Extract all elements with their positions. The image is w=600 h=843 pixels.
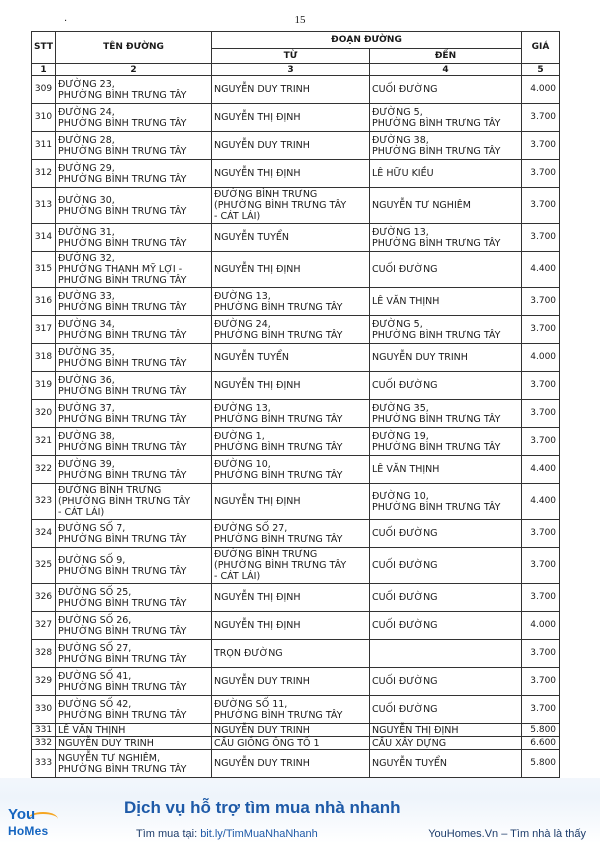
from-cell: NGUYỄN DUY TRINH <box>212 724 370 737</box>
street-name-cell: ĐƯỜNG 30, PHƯỜNG BÌNH TRƯNG TÂY <box>56 188 212 224</box>
to-cell: CUỐI ĐƯỜNG <box>370 696 522 724</box>
from-cell: ĐƯỜNG 13, PHƯỜNG BÌNH TRƯNG TÂY <box>212 288 370 316</box>
table-row <box>32 696 560 724</box>
street-name-cell: ĐƯỜNG 37, PHƯỜNG BÌNH TRƯNG TÂY <box>56 400 212 428</box>
stt-cell: 313 <box>32 188 56 224</box>
price-cell: 5.800 <box>522 724 560 737</box>
price-cell: 3.700 <box>522 224 560 252</box>
index-cell: 5 <box>522 64 560 76</box>
index-cell: 1 <box>32 64 56 76</box>
to-cell: ĐƯỜNG 19, PHƯỜNG BÌNH TRƯNG TÂY <box>370 428 522 456</box>
table-row <box>32 520 560 548</box>
price-cell: 6.600 <box>522 737 560 750</box>
to-cell <box>370 640 522 668</box>
street-name-cell: ĐƯỜNG 36, PHƯỜNG BÌNH TRƯNG TÂY <box>56 372 212 400</box>
index-cell: 3 <box>212 64 370 76</box>
youhomes-logo[interactable] <box>8 808 72 840</box>
stt-cell: 332 <box>32 737 56 750</box>
street-name-cell: ĐƯỜNG 33, PHƯỜNG BÌNH TRƯNG TÂY <box>56 288 212 316</box>
price-cell: 4.000 <box>522 612 560 640</box>
footer-site[interactable]: YouHomes.Vn – Tìm nhà là thấy <box>428 828 586 840</box>
table-row <box>32 188 560 224</box>
to-cell: ĐƯỜNG 38, PHƯỜNG BÌNH TRƯNG TÂY <box>370 132 522 160</box>
table-row <box>32 160 560 188</box>
scan-mark: · <box>64 16 68 27</box>
street-name-cell: ĐƯỜNG 34, PHƯỜNG BÌNH TRƯNG TÂY <box>56 316 212 344</box>
to-cell: LÊ HỮU KIỀU <box>370 160 522 188</box>
street-name-cell: ĐƯỜNG 31, PHƯỜNG BÌNH TRƯNG TÂY <box>56 224 212 252</box>
table-row <box>32 612 560 640</box>
to-cell: CUỐI ĐƯỜNG <box>370 252 522 288</box>
to-cell: ĐƯỜNG 10, PHƯỜNG BÌNH TRƯNG TÂY <box>370 484 522 520</box>
price-cell: 3.700 <box>522 640 560 668</box>
from-cell: NGUYỄN THỊ ĐỊNH <box>212 372 370 400</box>
price-table <box>31 31 560 778</box>
stt-cell: 318 <box>32 344 56 372</box>
to-cell: CUỐI ĐƯỜNG <box>370 668 522 696</box>
from-cell: NGUYỄN THỊ ĐỊNH <box>212 484 370 520</box>
header-tu: TỪ <box>212 49 370 64</box>
to-cell: ĐƯỜNG 5, PHƯỜNG BÌNH TRƯNG TÂY <box>370 104 522 132</box>
price-cell: 4.000 <box>522 344 560 372</box>
stt-cell: 331 <box>32 724 56 737</box>
from-cell: NGUYỄN THỊ ĐỊNH <box>212 584 370 612</box>
price-cell: 3.700 <box>522 548 560 584</box>
from-cell: ĐƯỜNG BÌNH TRƯNG (PHƯỜNG BÌNH TRƯNG TÂY - CÁT LÁI) <box>212 188 370 224</box>
to-cell: LÊ VĂN THỊNH <box>370 456 522 484</box>
from-cell: ĐƯỜNG 13, PHƯỜNG BÌNH TRƯNG TÂY <box>212 400 370 428</box>
stt-cell: 319 <box>32 372 56 400</box>
table-row <box>32 484 560 520</box>
promo-footer <box>0 778 600 843</box>
price-cell: 3.700 <box>522 696 560 724</box>
street-name-cell: ĐƯỜNG SỐ 7, PHƯỜNG BÌNH TRƯNG TÂY <box>56 520 212 548</box>
header-doan-duong: ĐOẠN ĐƯỜNG <box>212 32 522 49</box>
stt-cell: 324 <box>32 520 56 548</box>
header-stt: STT <box>32 32 56 64</box>
from-cell: NGUYỄN DUY TRINH <box>212 668 370 696</box>
table-row <box>32 584 560 612</box>
to-cell: LÊ VĂN THỊNH <box>370 288 522 316</box>
from-cell: ĐƯỜNG 1, PHƯỜNG BÌNH TRƯNG TÂY <box>212 428 370 456</box>
from-cell: NGUYỄN THỊ ĐỊNH <box>212 160 370 188</box>
stt-cell: 312 <box>32 160 56 188</box>
header-den: ĐẾN <box>370 49 522 64</box>
table-row <box>32 456 560 484</box>
from-cell: NGUYỄN DUY TRINH <box>212 750 370 778</box>
stt-cell: 327 <box>32 612 56 640</box>
table-row <box>32 668 560 696</box>
price-cell: 4.400 <box>522 484 560 520</box>
stt-cell: 309 <box>32 76 56 104</box>
search-link[interactable]: bit.ly/TimMuaNhaNhanh <box>200 828 318 840</box>
from-cell: ĐƯỜNG 10, PHƯỜNG BÌNH TRƯNG TÂY <box>212 456 370 484</box>
price-cell: 3.700 <box>522 316 560 344</box>
table-row <box>32 372 560 400</box>
stt-cell: 311 <box>32 132 56 160</box>
stt-cell: 321 <box>32 428 56 456</box>
from-cell: CẦU GIỒNG ÔNG TỐ 1 <box>212 737 370 750</box>
price-cell: 3.700 <box>522 372 560 400</box>
stt-cell: 322 <box>32 456 56 484</box>
street-name-cell: ĐƯỜNG SỐ 25, PHƯỜNG BÌNH TRƯNG TÂY <box>56 584 212 612</box>
from-cell: NGUYỄN DUY TRINH <box>212 132 370 160</box>
stt-cell: 323 <box>32 484 56 520</box>
stt-cell: 333 <box>32 750 56 778</box>
from-cell: NGUYỄN DUY TRINH <box>212 76 370 104</box>
logo-homes-text: HoMes <box>8 824 49 838</box>
table-row <box>32 252 560 288</box>
to-cell: CẦU XÂY DỰNG <box>370 737 522 750</box>
index-cell: 2 <box>56 64 212 76</box>
street-name-cell: ĐƯỜNG SỐ 9, PHƯỜNG BÌNH TRƯNG TÂY <box>56 548 212 584</box>
street-name-cell: LÊ VĂN THỊNH <box>56 724 212 737</box>
table-row <box>32 548 560 584</box>
table-row <box>32 76 560 104</box>
price-cell: 3.700 <box>522 160 560 188</box>
to-cell: NGUYỄN TƯ NGHIÊM <box>370 188 522 224</box>
street-name-cell: ĐƯỜNG SỐ 26, PHƯỜNG BÌNH TRƯNG TÂY <box>56 612 212 640</box>
street-name-cell: ĐƯỜNG SỐ 42, PHƯỜNG BÌNH TRƯNG TÂY <box>56 696 212 724</box>
street-name-cell: ĐƯỜNG 29, PHƯỜNG BÌNH TRƯNG TÂY <box>56 160 212 188</box>
stt-cell: 316 <box>32 288 56 316</box>
to-cell: CUỐI ĐƯỜNG <box>370 520 522 548</box>
from-cell: NGUYỄN THỊ ĐỊNH <box>212 104 370 132</box>
table-row <box>32 400 560 428</box>
table-row <box>32 316 560 344</box>
from-cell: NGUYỄN THỊ ĐỊNH <box>212 612 370 640</box>
stt-cell: 320 <box>32 400 56 428</box>
table-row <box>32 132 560 160</box>
logo-you-text: You <box>8 806 36 823</box>
from-cell: ĐƯỜNG SỐ 11, PHƯỜNG BÌNH TRƯNG TÂY <box>212 696 370 724</box>
stt-cell: 317 <box>32 316 56 344</box>
to-cell: CUỐI ĐƯỜNG <box>370 612 522 640</box>
price-cell: 3.700 <box>522 428 560 456</box>
table-row <box>32 737 560 750</box>
to-cell: CUỐI ĐƯỜNG <box>370 584 522 612</box>
page-number: 15 <box>294 14 306 26</box>
table-row <box>32 104 560 132</box>
price-cell: 3.700 <box>522 288 560 316</box>
street-name-cell: ĐƯỜNG 38, PHƯỜNG BÌNH TRƯNG TÂY <box>56 428 212 456</box>
header-gia: GIÁ <box>522 32 560 64</box>
from-cell: TRỌN ĐƯỜNG <box>212 640 370 668</box>
to-cell: CUỐI ĐƯỜNG <box>370 548 522 584</box>
to-cell: ĐƯỜNG 35, PHƯỜNG BÌNH TRƯNG TÂY <box>370 400 522 428</box>
price-cell: 3.700 <box>522 400 560 428</box>
stt-cell: 315 <box>32 252 56 288</box>
table-row <box>32 724 560 737</box>
from-cell: ĐƯỜNG SỐ 27, PHƯỜNG BÌNH TRƯNG TÂY <box>212 520 370 548</box>
header-ten-duong: TÊN ĐƯỜNG <box>56 32 212 64</box>
stt-cell: 310 <box>32 104 56 132</box>
price-cell: 3.700 <box>522 584 560 612</box>
street-name-cell: NGUYỄN TƯ NGHIÊM, PHƯỜNG BÌNH TRƯNG TÂY <box>56 750 212 778</box>
table-row <box>32 224 560 252</box>
to-cell: NGUYỄN TUYỂN <box>370 750 522 778</box>
to-cell: ĐƯỜNG 5, PHƯỜNG BÌNH TRƯNG TÂY <box>370 316 522 344</box>
to-cell: NGUYỄN THỊ ĐỊNH <box>370 724 522 737</box>
price-cell: 3.700 <box>522 132 560 160</box>
from-cell: ĐƯỜNG 24, PHƯỜNG BÌNH TRƯNG TÂY <box>212 316 370 344</box>
street-name-cell: ĐƯỜNG 39, PHƯỜNG BÌNH TRƯNG TÂY <box>56 456 212 484</box>
footer-search <box>136 828 318 840</box>
stt-cell: 325 <box>32 548 56 584</box>
from-cell: ĐƯỜNG BÌNH TRƯNG (PHƯỜNG BÌNH TRƯNG TÂY - CÁT LÁI) <box>212 548 370 584</box>
table-row <box>32 288 560 316</box>
from-cell: NGUYỄN TUYỂN <box>212 344 370 372</box>
to-cell: CUỐI ĐƯỜNG <box>370 76 522 104</box>
price-cell: 3.700 <box>522 104 560 132</box>
stt-cell: 330 <box>32 696 56 724</box>
price-cell: 4.000 <box>522 76 560 104</box>
price-cell: 4.400 <box>522 252 560 288</box>
stt-cell: 326 <box>32 584 56 612</box>
index-cell: 4 <box>370 64 522 76</box>
from-cell: NGUYỄN TUYỂN <box>212 224 370 252</box>
street-name-cell: ĐƯỜNG 35, PHƯỜNG BÌNH TRƯNG TÂY <box>56 344 212 372</box>
table-row <box>32 428 560 456</box>
table-row <box>32 750 560 778</box>
street-name-cell: ĐƯỜNG 32, PHƯỜNG THẠNH MỸ LỢI - PHƯỜNG BÌNH TRƯNG TÂY <box>56 252 212 288</box>
stt-cell: 314 <box>32 224 56 252</box>
street-name-cell: NGUYỄN DUY TRINH <box>56 737 212 750</box>
price-cell: 4.400 <box>522 456 560 484</box>
search-label: Tìm mua tại: <box>136 828 201 840</box>
street-name-cell: ĐƯỜNG SỐ 27, PHƯỜNG BÌNH TRƯNG TÂY <box>56 640 212 668</box>
street-name-cell: ĐƯỜNG 24, PHƯỜNG BÌNH TRƯNG TÂY <box>56 104 212 132</box>
from-cell: NGUYỄN THỊ ĐỊNH <box>212 252 370 288</box>
street-name-cell: ĐƯỜNG BÌNH TRƯNG (PHƯỜNG BÌNH TRƯNG TÂY - CÁT LÁI) <box>56 484 212 520</box>
street-name-cell: ĐƯỜNG SỐ 41, PHƯỜNG BÌNH TRƯNG TÂY <box>56 668 212 696</box>
to-cell: CUỐI ĐƯỜNG <box>370 372 522 400</box>
street-name-cell: ĐƯỜNG 28, PHƯỜNG BÌNH TRƯNG TÂY <box>56 132 212 160</box>
street-name-cell: ĐƯỜNG 23, PHƯỜNG BÌNH TRƯNG TÂY <box>56 76 212 104</box>
stt-cell: 328 <box>32 640 56 668</box>
table-row <box>32 640 560 668</box>
stt-cell: 329 <box>32 668 56 696</box>
price-cell: 5.800 <box>522 750 560 778</box>
to-cell: ĐƯỜNG 13, PHƯỜNG BÌNH TRƯNG TÂY <box>370 224 522 252</box>
price-cell: 3.700 <box>522 520 560 548</box>
price-cell: 3.700 <box>522 188 560 224</box>
to-cell: NGUYỄN DUY TRINH <box>370 344 522 372</box>
footer-slogan: Dịch vụ hỗ trợ tìm mua nhà nhanh <box>124 798 401 817</box>
table-row <box>32 344 560 372</box>
price-cell: 3.700 <box>522 668 560 696</box>
